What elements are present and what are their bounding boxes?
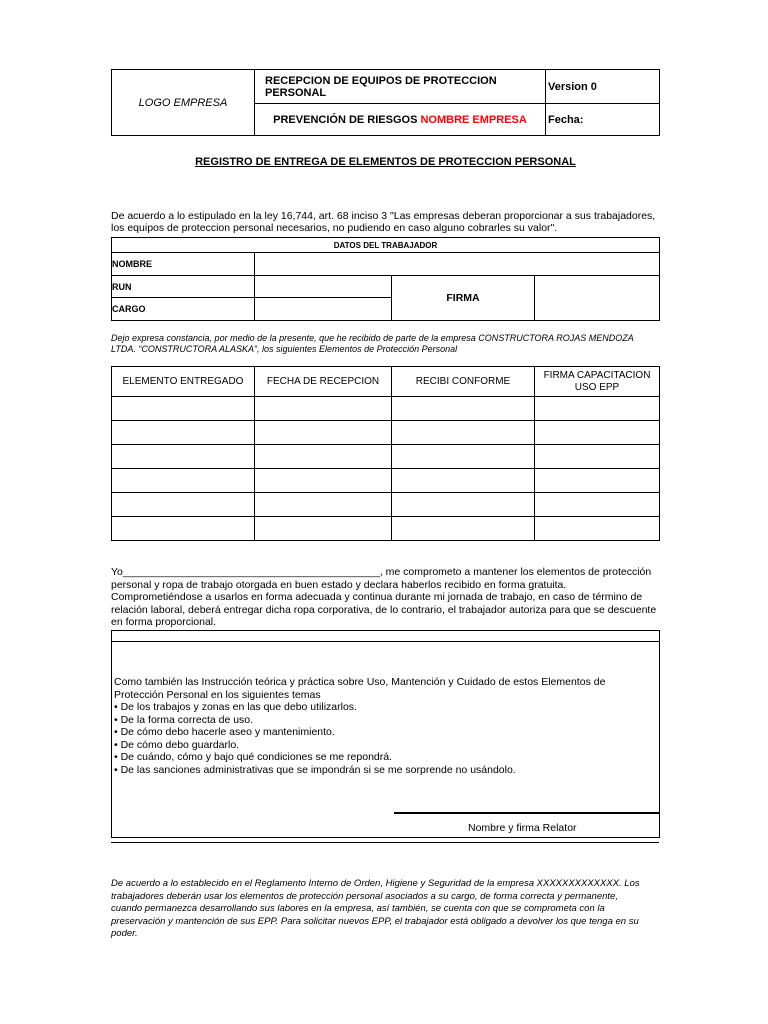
receipt-note: Dejo expresa constancia, por medio de la presente, que he recibido de parte de la empresa CONSTRUCTORA ROJAS MENDOZA LTDA. “CONSTRUCTORA ALASKA”, los siguientes Elementos de Protección Personal (111, 333, 634, 354)
position-field[interactable] (255, 298, 392, 321)
company-logo: LOGO EMPRESA (112, 70, 255, 136)
date-label: Fecha: (546, 104, 660, 136)
instruction-box (111, 630, 660, 838)
form-title: REGISTRO DE ENTREGA DE ELEMENTOS DE PROTECCION PERSONAL (195, 156, 576, 168)
items-table (111, 366, 660, 541)
cell[interactable] (112, 469, 255, 493)
run-field[interactable] (255, 276, 392, 298)
table-row (112, 397, 660, 421)
cell[interactable] (392, 517, 535, 541)
header-received: RECIBI CONFORME (392, 367, 535, 397)
cell[interactable] (535, 469, 660, 493)
header-table (111, 69, 660, 136)
name-field[interactable] (255, 253, 660, 276)
list-item: • De cómo debo guardarlo. (114, 738, 240, 751)
cell[interactable] (112, 421, 255, 445)
header-training-signature: FIRMA CAPACITACION USO EPP (535, 367, 660, 397)
cell[interactable] (112, 517, 255, 541)
signature-label: FIRMA (392, 276, 535, 321)
cell[interactable] (392, 493, 535, 517)
worker-data-table (111, 237, 660, 321)
cell[interactable] (535, 517, 660, 541)
cell[interactable] (255, 517, 392, 541)
cell[interactable] (112, 493, 255, 517)
table-row (112, 445, 660, 469)
relator-label: Nombre y firma Relator (468, 822, 577, 834)
cell[interactable] (255, 397, 392, 421)
table-row (112, 421, 660, 445)
worker-section-title: DATOS DEL TRABAJADOR (112, 238, 660, 253)
list-item: • De la forma correcta de uso. (114, 713, 254, 726)
cell[interactable] (392, 469, 535, 493)
signature-field[interactable] (535, 276, 660, 321)
cell[interactable] (392, 397, 535, 421)
cell[interactable] (255, 493, 392, 517)
cell[interactable] (392, 421, 535, 445)
cell[interactable] (255, 445, 392, 469)
cell[interactable] (255, 469, 392, 493)
company-name: NOMBRE EMPRESA (420, 113, 527, 126)
intro-paragraph: De acuerdo a lo estipulado en la ley 16,744, art. 68 inciso 3 "Las empresas deberan proporcionar a sus trabajadores, los equipos de proteccion personal necesarios, no pudiendo en caso alguno cobrarles su valor". (111, 210, 656, 234)
cell[interactable] (535, 421, 660, 445)
name-label: NOMBRE (112, 253, 255, 276)
box-divider (112, 641, 659, 642)
list-item: • De cuándo, cómo y bajo qué condiciones se me repondrá. (114, 751, 393, 763)
footer-paragraph: De acuerdo a lo establecido en el Reglamento Interno de Orden, Higiene y Seguridad de la empresa XXXXXXXXXXXXX. Los trabajadores deberán usar los elementos de protección personal asociados a su cargo, de forma correcta y permanente, cuando permanezca desarrollando sus labores en la empresa, así también, se cuenta con que se comprometa con la preservación y mantención de sus EPP. Para solicitar nuevos EPP, el trabajador está obligado a devolver los que tenga en su poder. (111, 878, 640, 939)
cell[interactable] (392, 445, 535, 469)
bottom-divider (111, 842, 659, 843)
list-item: • De los trabajos y zonas en las que debo utilizarlos. (114, 701, 357, 713)
cell[interactable] (255, 421, 392, 445)
subtitle-cell (255, 104, 546, 136)
version-label: Version 0 (546, 70, 660, 104)
table-row (112, 493, 660, 517)
cell[interactable] (535, 397, 660, 421)
cell[interactable] (535, 445, 660, 469)
instruction-text (114, 676, 644, 776)
list-item: • De las sanciones administrativas que se impondrán si se me sorprende no usándolo. (114, 763, 516, 776)
subtitle-prefix: PREVENCIÓN DE RIESGOS (273, 113, 418, 126)
header-date: FECHA DE RECEPCION (255, 367, 392, 397)
cell[interactable] (535, 493, 660, 517)
run-label: RUN (112, 276, 255, 298)
cell[interactable] (112, 397, 255, 421)
relator-signature-line[interactable] (394, 812, 660, 814)
cell[interactable] (112, 445, 255, 469)
document-title: RECEPCION DE EQUIPOS DE PROTECCION PERSONAL (255, 70, 546, 104)
table-row (112, 517, 660, 541)
instruction-intro: Como también las Instrucción teórica y práctica sobre Uso, Mantención y Cuidado de estos Elementos de Protección Personal en los siguientes temas (114, 676, 606, 701)
position-label: CARGO (112, 298, 255, 321)
header-element: ELEMENTO ENTREGADO (112, 367, 255, 397)
list-item: • De cómo debo hacerle aseo y mantenimiento. (114, 726, 335, 738)
commitment-paragraph: Yo____________________________________________, me comprometo a mantener los elementos de protección personal y ropa de trabajo otorgada en buen estado y declara haberlos recibido en forma gratuita. Comprometiéndose a usarlos en forma adecuada y continua durante mi jornada de trabajo, en caso de término de relación laboral, deberá entregar dicha ropa corporativa, de lo contrario, el trabajador autoriza para que se descuente en forma proporcional. (111, 566, 657, 628)
table-row (112, 469, 660, 493)
